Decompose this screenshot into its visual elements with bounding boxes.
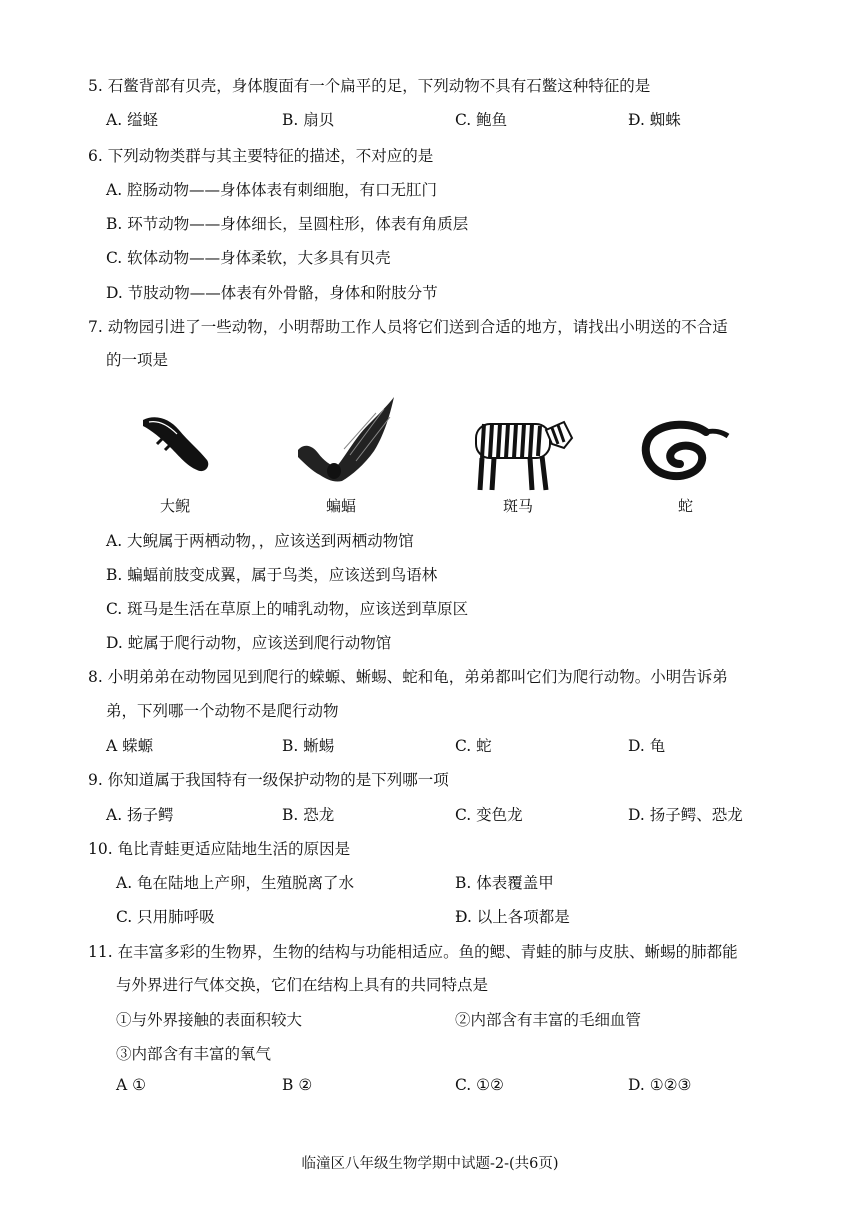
q11-option-d: D. ①②③ xyxy=(628,1076,692,1094)
q11-item-1: ①与外界接触的表面积较大 xyxy=(116,1011,303,1029)
caption-zebra: 斑马 xyxy=(503,497,534,515)
q7-stem-line1: 7. 动物园引进了一些动物，小明帮助工作人员将它们送到合适的地方，请找出小明送的不合适 xyxy=(88,318,728,336)
q10-option-d: Ð. 以上各项都是 xyxy=(455,908,570,926)
giant-salamander-icon xyxy=(135,408,215,488)
page-footer: 临潼区八年级生物学期中试题-2-(共6页) xyxy=(301,1156,559,1172)
q6-stem: 6. 下列动物类群与其主要特征的描述，不对应的是 xyxy=(88,147,434,165)
q9-stem: 9. 你知道属于我国特有一级保护动物的是下列哪一项 xyxy=(88,771,449,789)
q11-item-2: ②内部含有丰富的毛细血管 xyxy=(455,1011,642,1029)
q9-option-c: C. 变色龙 xyxy=(455,806,523,824)
q6-option-b: B. 环节动物——身体细长，呈圆柱形，体表有角质层 xyxy=(106,215,469,233)
q10-option-c: C. 只用肺呼吸 xyxy=(116,908,215,926)
q8-stem-line1: 8. 小明弟弟在动物园见到爬行的蝾螈、蜥蜴、蛇和龟，弟弟都叫它们为爬行动物。小明告诉弟 xyxy=(88,668,728,686)
zebra-icon xyxy=(468,414,578,494)
q6-option-c: C. 软体动物——身体柔软，大多具有贝壳 xyxy=(106,249,391,267)
q9-option-a: A. 扬子鳄 xyxy=(106,806,174,824)
q11-stem-line1: 11. 在丰富多彩的生物界，生物的结构与功能相适应。鱼的鳃、青蛙的肺与皮肤、蜥蜴的肺都能 xyxy=(88,943,738,961)
q11-item-3: ③内部含有丰富的氧气 xyxy=(116,1045,272,1063)
q11-stem-line2: 与外界进行气体交换，它们在结构上具有的共同特点是 xyxy=(116,976,489,994)
q11-option-c: C. ①② xyxy=(455,1076,504,1094)
q8-stem-line2: 弟，下列哪一个动物不是爬行动物 xyxy=(106,702,339,720)
q11-option-b: B ② xyxy=(282,1076,313,1094)
q6-option-d: D. 节肢动物——体表有外骨骼，身体和附肢分节 xyxy=(106,284,438,302)
q8-option-b: B. 蜥蜴 xyxy=(282,737,335,755)
q7-option-b: B. 蝙蝠前肢变成翼，属于鸟类，应该送到鸟语林 xyxy=(106,566,438,584)
caption-giant-salamander: 大鲵 xyxy=(160,497,191,515)
caption-snake: 蛇 xyxy=(678,497,694,515)
q5-option-c: C. 鲍鱼 xyxy=(455,111,508,129)
q6-option-a: A. 腔肠动物——身体体表有刺细胞，有口无肛门 xyxy=(106,181,438,199)
q7-stem-line2: 的一项是 xyxy=(106,351,169,369)
q5-option-a: A. 缢蛏 xyxy=(106,111,159,129)
q7-option-c: C. 斑马是生活在草原上的哺乳动物，应该送到草原区 xyxy=(106,600,469,618)
caption-bat: 蝙蝠 xyxy=(326,497,357,515)
q10-option-a: A. 龟在陆地上产卵，生殖脱离了水 xyxy=(116,874,355,892)
q7-option-a: A. 大鲵属于两栖动物，，应该送到两栖动物馆 xyxy=(106,532,414,550)
q11-option-a: A ① xyxy=(116,1076,147,1094)
snake-icon xyxy=(636,420,731,485)
q5-stem: 5. 石鳖背部有贝壳，身体腹面有一个扁平的足，下列动物不具有石鳖这种特征的是 xyxy=(88,77,651,95)
q7-option-d: D. 蛇属于爬行动物，应该送到爬行动物馆 xyxy=(106,634,392,652)
q10-stem: 10. 龟比青蛙更适应陆地生活的原因是 xyxy=(88,840,351,858)
q5-option-d: Ð. 蜘蛛 xyxy=(628,111,681,129)
q5-option-b: B. 扇贝 xyxy=(282,111,335,129)
q10-option-b: B. 体表覆盖甲 xyxy=(455,874,554,892)
q8-option-a: A 蝾螈 xyxy=(106,737,154,755)
q9-option-d: D. 扬子鳄、恐龙 xyxy=(628,806,743,824)
q8-option-d: D. 龟 xyxy=(628,737,666,755)
q8-option-c: C. 蛇 xyxy=(455,737,492,755)
q9-option-b: B. 恐龙 xyxy=(282,806,335,824)
bat-icon xyxy=(290,395,400,490)
